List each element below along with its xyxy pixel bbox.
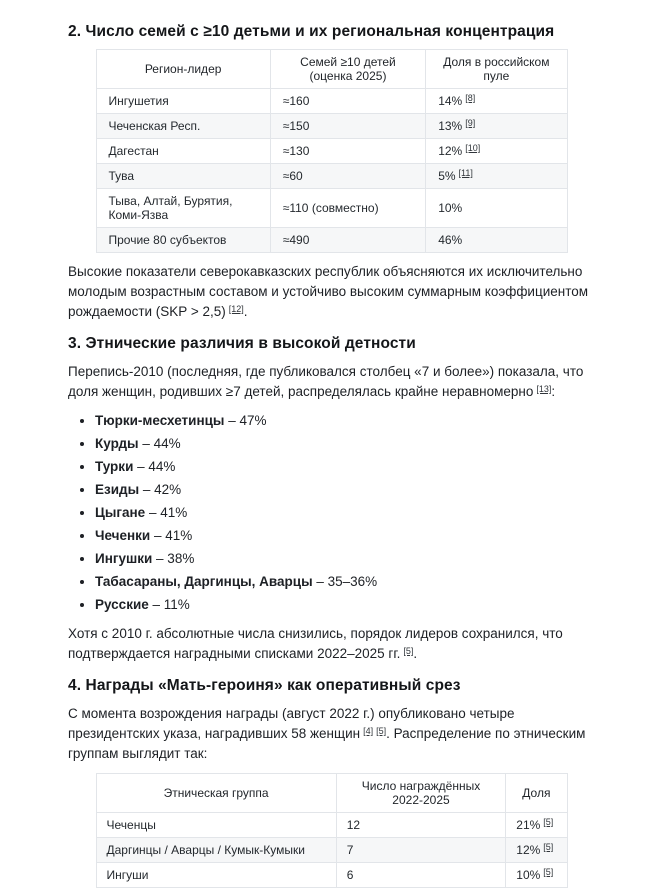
text-run: 14% bbox=[438, 94, 463, 108]
text-run: 12 bbox=[346, 818, 361, 832]
citation-link[interactable]: [4] bbox=[363, 726, 374, 736]
table-row bbox=[96, 164, 567, 189]
table-cell bbox=[270, 189, 425, 228]
text-run: Высокие показатели северокавказских республик объясняются их исключительно молодым возрастным составом и устойчиво высоким суммарным коэффициентом рождаемости (SKP > 2,5) bbox=[68, 264, 589, 319]
bold-text: Табасараны, Даргинцы, Аварцы bbox=[95, 574, 313, 589]
table-row bbox=[96, 139, 567, 164]
section-3-heading: 3. Этнические различия в высокой детности bbox=[68, 335, 416, 352]
citation-link[interactable]: [5] bbox=[376, 726, 387, 736]
table-row bbox=[96, 813, 567, 838]
table-cell bbox=[506, 863, 567, 888]
table-cell bbox=[426, 114, 567, 139]
text-run: – 35–36% bbox=[312, 574, 378, 589]
regions-table-header bbox=[96, 50, 567, 89]
section-4-heading: 4. Награды «Мать-героиня» как оперативный срез bbox=[68, 677, 461, 694]
text-run: 46% bbox=[438, 233, 463, 247]
table-row bbox=[96, 89, 567, 114]
table-cell bbox=[270, 228, 425, 253]
list-item bbox=[95, 572, 595, 592]
text-run: 21% bbox=[516, 818, 541, 832]
text-run: 5% bbox=[438, 169, 456, 183]
text-run: Прочие 80 субъектов bbox=[108, 233, 227, 247]
table-cell bbox=[506, 838, 567, 863]
table-row bbox=[96, 838, 567, 863]
citation-link[interactable]: [11] bbox=[458, 168, 473, 178]
list-item bbox=[95, 480, 595, 500]
bold-text: Цыгане bbox=[95, 505, 146, 520]
text-run: – 11% bbox=[148, 597, 190, 612]
text-run: – 44% bbox=[133, 459, 176, 474]
text-run: . bbox=[243, 304, 248, 319]
citation-link[interactable]: [5] bbox=[543, 817, 554, 827]
bold-text: Русские bbox=[95, 597, 149, 612]
text-run: ≈60 bbox=[282, 169, 303, 183]
list-item bbox=[95, 434, 595, 454]
table-cell bbox=[96, 838, 336, 863]
text-run: 10% bbox=[516, 868, 541, 882]
paragraph-awards-intro bbox=[68, 704, 595, 764]
text-run: Дагестан bbox=[108, 144, 159, 158]
table-cell bbox=[506, 813, 567, 838]
text-run: : bbox=[551, 384, 556, 399]
table-cell bbox=[96, 164, 270, 189]
paragraph-trend-note bbox=[68, 624, 595, 664]
table-row bbox=[96, 228, 567, 253]
list-item bbox=[95, 526, 595, 546]
table-cell bbox=[426, 189, 567, 228]
text-run: – 44% bbox=[138, 436, 181, 451]
citation-link[interactable]: [9] bbox=[465, 118, 476, 128]
text-run: – 38% bbox=[152, 551, 195, 566]
citation-link[interactable]: [10] bbox=[465, 143, 481, 153]
citation-link[interactable]: [12] bbox=[228, 304, 244, 314]
citation-link[interactable]: [5] bbox=[403, 646, 414, 656]
ethnic-share-list bbox=[68, 411, 595, 615]
citation-link[interactable]: [8] bbox=[465, 93, 476, 103]
list-item bbox=[95, 595, 595, 615]
regions-table bbox=[96, 49, 568, 253]
text-run: 10% bbox=[438, 201, 463, 215]
bold-text: Курды bbox=[95, 436, 139, 451]
table-cell bbox=[270, 89, 425, 114]
table-cell bbox=[96, 89, 270, 114]
text-run: ≈110 (совместно) bbox=[282, 201, 379, 215]
list-item bbox=[95, 503, 595, 523]
text-run: Перепись-2010 (последняя, где публиковался столбец «7 и более») показала, что доля женщин, родивших ≥7 детей, распределялась крайне неравномерно bbox=[68, 364, 584, 399]
text-run: ≈130 bbox=[282, 144, 310, 158]
text-run: . bbox=[413, 646, 418, 661]
text-run: – 42% bbox=[139, 482, 182, 497]
paragraph-census-intro bbox=[68, 362, 595, 402]
text-run: – 41% bbox=[145, 505, 188, 520]
text-run: ≈160 bbox=[282, 94, 310, 108]
table-cell bbox=[96, 139, 270, 164]
text-run: Чеченцы bbox=[106, 818, 156, 832]
table-cell bbox=[96, 813, 336, 838]
list-item bbox=[95, 549, 595, 569]
table-cell bbox=[426, 139, 567, 164]
section-2-heading: 2. Число семей с ≥10 детьми и их региональная концентрация bbox=[68, 23, 555, 40]
table-cell bbox=[426, 228, 567, 253]
text-run: Тува bbox=[108, 169, 135, 183]
text-run: – 47% bbox=[224, 413, 267, 428]
text-run: Тыва, Алтай, Бурятия, Коми-Язва bbox=[108, 194, 233, 222]
text-run: – 41% bbox=[150, 528, 193, 543]
list-item bbox=[95, 411, 595, 431]
table-cell bbox=[96, 114, 270, 139]
table-row bbox=[96, 114, 567, 139]
citation-link[interactable]: [5] bbox=[543, 867, 554, 877]
text-run: ≈150 bbox=[282, 119, 310, 133]
table-row bbox=[96, 863, 567, 888]
text-run: 12% bbox=[438, 144, 463, 158]
list-item bbox=[95, 457, 595, 477]
table-cell bbox=[336, 838, 506, 863]
text-run: Ингуши bbox=[106, 868, 149, 882]
text-run: Чеченская Респ. bbox=[108, 119, 201, 133]
text-run: Ингушетия bbox=[108, 94, 169, 108]
table-cell bbox=[270, 114, 425, 139]
bold-text: Чеченки bbox=[95, 528, 151, 543]
column-header: Доля bbox=[506, 774, 567, 813]
bold-text: Тюрки-месхетинцы bbox=[95, 413, 225, 428]
table-row bbox=[96, 189, 567, 228]
column-header: Этническая группа bbox=[96, 774, 336, 813]
text-run: 6 bbox=[346, 868, 354, 882]
table-cell bbox=[426, 164, 567, 189]
column-header: Доля в российском пуле bbox=[426, 50, 567, 89]
column-header: Число награждённых 2022-2025 bbox=[336, 774, 506, 813]
bold-text: Турки bbox=[95, 459, 134, 474]
table-cell bbox=[270, 139, 425, 164]
table-cell bbox=[336, 813, 506, 838]
awards-table bbox=[96, 773, 568, 888]
awards-table-header bbox=[96, 774, 567, 813]
table-cell bbox=[96, 189, 270, 228]
text-run: 7 bbox=[346, 843, 354, 857]
table-cell bbox=[96, 863, 336, 888]
text-run: 13% bbox=[438, 119, 463, 133]
table-cell bbox=[336, 863, 506, 888]
paragraph-fertility-explanation bbox=[68, 262, 595, 322]
text-run: . Распределение по этническим группам выглядит так: bbox=[68, 726, 586, 761]
text-run: ≈490 bbox=[282, 233, 310, 247]
table-cell bbox=[426, 89, 567, 114]
bold-text: Езиды bbox=[95, 482, 140, 497]
text-run: Хотя с 2010 г. абсолютные числа снизились, порядок лидеров сохранился, что подтверждается наградными списками 2022–2025 гг. bbox=[68, 626, 563, 661]
citation-link[interactable]: [13] bbox=[536, 384, 552, 394]
table-cell bbox=[270, 164, 425, 189]
text-run: Даргинцы / Аварцы / Кумык-Кумыки bbox=[106, 843, 305, 857]
bold-text: Ингушки bbox=[95, 551, 153, 566]
column-header: Семей ≥10 детей (оценка 2025) bbox=[270, 50, 425, 89]
table-cell bbox=[96, 228, 270, 253]
text-run: 12% bbox=[516, 843, 541, 857]
citation-link[interactable]: [5] bbox=[543, 842, 554, 852]
column-header: Регион-лидер bbox=[96, 50, 270, 89]
text-run: С момента возрождения награды (август 2022 г.) опубликовано четыре президентских указа, наградивших 58 женщин bbox=[68, 706, 515, 741]
